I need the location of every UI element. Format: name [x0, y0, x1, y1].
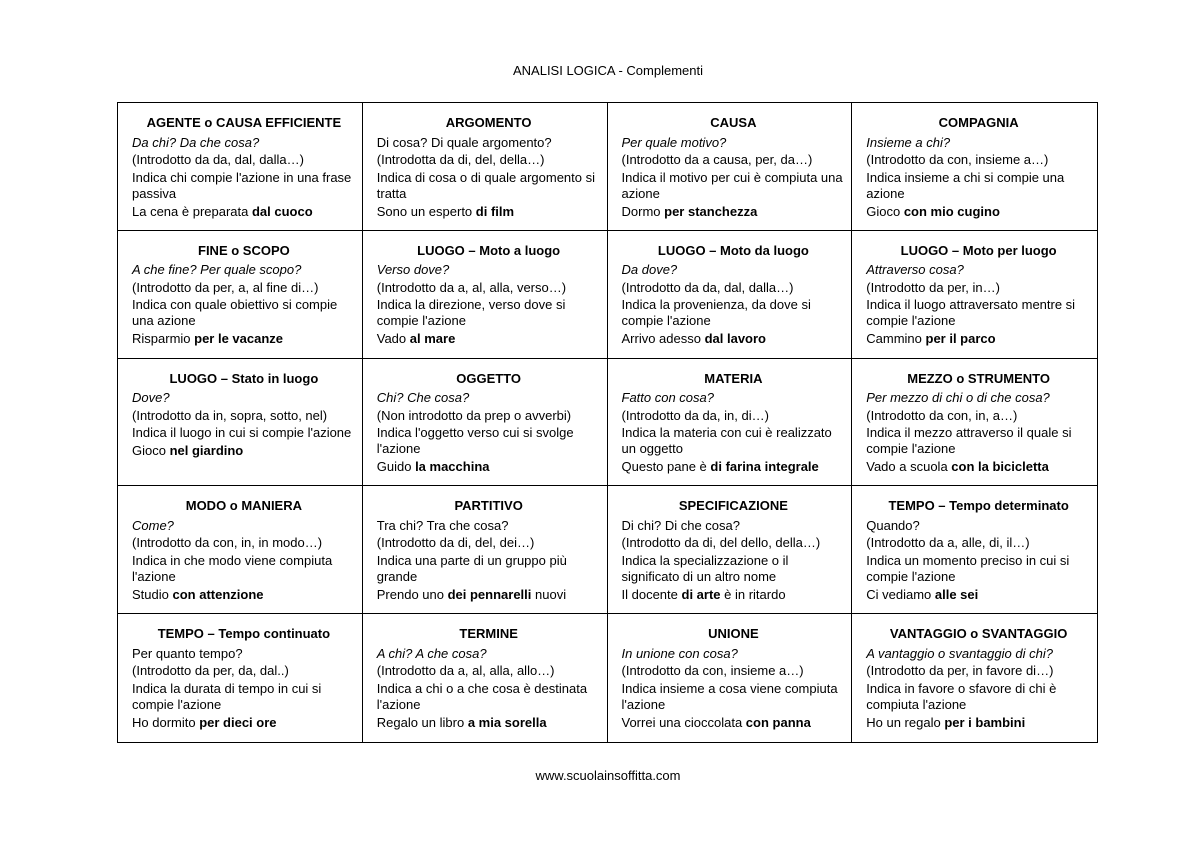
complement-example: [377, 586, 601, 604]
example-text: Prendo uno: [376, 586, 448, 602]
example-highlight: dal cuoco: [251, 203, 313, 219]
example-highlight: al mare: [409, 331, 456, 347]
complement-description: Indica la provenienza, da dove si compie l'azione: [621, 297, 811, 329]
example-text: Studio: [132, 586, 173, 602]
complement-description: Indica la durata di tempo in cui si compie l'azione: [132, 680, 322, 712]
complement-title: UNIONE: [708, 626, 759, 642]
complement-title: PARTITIVO: [454, 498, 523, 514]
complement-card: [608, 486, 853, 614]
complement-introduction: (Introdotto da a, al, alla, verso…): [376, 279, 567, 295]
complement-description: Indica il mezzo attraverso il quale si compie l'azione: [866, 425, 1072, 457]
complement-question: Attraverso cosa?: [866, 262, 964, 278]
complement-example: [866, 586, 1091, 604]
example-highlight: per i bambini: [944, 714, 1026, 730]
complement-example: [866, 714, 1091, 732]
complement-description: Indica il luogo in cui si compie l'azione: [132, 425, 352, 441]
example-highlight: con panna: [745, 714, 811, 730]
complement-title: LUOGO – Moto per luogo: [900, 242, 1057, 258]
complement-question: Da dove?: [621, 262, 678, 278]
example-highlight: con attenzione: [172, 586, 264, 602]
example-highlight: per le vacanze: [194, 331, 284, 347]
complement-example: [866, 203, 1091, 221]
complement-question: Fatto con cosa?: [621, 390, 714, 406]
complement-card: [852, 486, 1097, 614]
complement-question: Verso dove?: [376, 262, 450, 278]
document-title: ANALISI LOGICA - Complementi: [512, 63, 703, 78]
example-text-after: è in ritardo: [720, 586, 786, 602]
example-text: Ci vediamo: [866, 586, 935, 602]
complement-question: A vantaggio o svantaggio di chi?: [866, 645, 1053, 661]
complement-description: Indica con quale obiettivo si compie una azione: [132, 297, 338, 329]
complement-title: LUOGO – Moto da luogo: [657, 242, 809, 258]
example-text: Vorrei una cioccolata: [621, 714, 746, 730]
complement-introduction: (Introdotto da a, alle, di, il…): [866, 535, 1030, 551]
complement-card: [852, 614, 1097, 742]
example-text: Gioco: [132, 443, 170, 459]
website-footer: www.scuolainsoffitta.com: [535, 768, 681, 783]
complement-description: Indica la specializzazione o il significato di un altro nome: [621, 552, 789, 584]
complement-question: Per mezzo di chi o di che cosa?: [866, 390, 1050, 406]
complement-introduction: (Introdotto da da, dal, dalla…): [621, 279, 794, 295]
complement-card: [852, 359, 1097, 487]
complement-card: [363, 103, 608, 231]
example-highlight: per il parco: [925, 331, 996, 347]
complement-question: Di chi? Di che cosa?: [621, 517, 740, 533]
complement-example: [377, 458, 601, 476]
complement-introduction: (Introdotto da con, insieme a…): [621, 663, 804, 679]
complement-description: Indica l'oggetto verso cui si svolge l'azione: [376, 425, 574, 457]
complement-title: MEZZO o STRUMENTO: [907, 370, 1050, 386]
complement-question: Dove?: [132, 390, 170, 406]
complement-title: TERMINE: [459, 626, 518, 642]
complement-example: [622, 203, 846, 221]
example-highlight: con la bicicletta: [951, 459, 1049, 475]
complement-example: [132, 442, 356, 460]
complement-title: CAUSA: [710, 115, 757, 130]
complement-question: A che fine? Per quale scopo?: [132, 262, 302, 278]
complement-description: Indica di cosa o di quale argomento si tratta: [376, 169, 595, 201]
complement-example: [377, 330, 601, 348]
complement-example: [866, 458, 1091, 476]
complement-introduction: (Introdotto da per, da, dal..): [132, 663, 289, 679]
complement-question: Come?: [132, 517, 174, 533]
complement-card: [608, 614, 853, 742]
example-text: Dormo: [621, 203, 665, 219]
example-highlight: dal lavoro: [704, 331, 767, 347]
complement-question: Da chi? Da che cosa?: [132, 134, 260, 150]
example-highlight: a mia sorella: [467, 714, 547, 730]
complement-title: VANTAGGIO o SVANTAGGIO: [889, 626, 1068, 642]
complement-introduction: (Introdotto da a causa, per, da…): [621, 152, 813, 167]
complement-title: ARGOMENTO: [445, 115, 532, 130]
complement-card: [608, 359, 853, 487]
complement-question: Insieme a chi?: [866, 134, 951, 150]
complement-description: Indica il luogo attraversato mentre si compie l'azione: [866, 297, 1076, 329]
complement-introduction: (Introdotto da da, dal, dalla…): [132, 152, 304, 167]
complement-title: MATERIA: [704, 370, 763, 386]
complement-introduction: (Introdotto da in, sopra, sotto, nel): [132, 407, 328, 423]
complement-question: A chi? A che cosa?: [376, 645, 487, 661]
complement-description: Indica il motivo per cui è compiuta una azione: [621, 169, 843, 201]
complement-card: [118, 486, 363, 614]
complement-example: [866, 330, 1091, 348]
complement-example: [377, 714, 601, 732]
complement-title: AGENTE o CAUSA EFFICIENTE: [146, 115, 342, 130]
example-highlight: con mio cugino: [903, 203, 1000, 219]
complement-introduction: (Introdotto da con, in, in modo…): [132, 535, 323, 551]
complement-description: Indica una parte di un gruppo più grande: [376, 552, 567, 584]
complement-card: [118, 103, 363, 231]
complement-introduction: (Non introdotto da prep o avverbi): [376, 407, 572, 423]
example-text: Questo pane è: [621, 459, 711, 475]
example-text: Cammino: [866, 331, 926, 347]
complement-title: TEMPO – Tempo continuato: [157, 626, 331, 642]
example-highlight: per stanchezza: [664, 203, 758, 219]
complement-description: Indica a chi o a che cosa è destinata l'azione: [376, 680, 588, 712]
complement-example: [622, 586, 846, 604]
complement-title: LUOGO – Moto a luogo: [417, 242, 561, 258]
complement-description: Indica la materia con cui è realizzato un oggetto: [621, 425, 832, 457]
complement-introduction: (Introdotto da con, insieme a…): [866, 152, 1049, 167]
complement-description: Indica in che modo viene compiuta l'azione: [132, 552, 333, 584]
complement-title: FINE o SCOPO: [198, 242, 290, 258]
complement-introduction: (Introdotto da a, al, alla, allo…): [376, 663, 555, 679]
example-text: Vado: [376, 331, 410, 347]
example-highlight: nel giardino: [169, 443, 244, 459]
complement-card: [363, 486, 608, 614]
complement-example: [622, 330, 846, 348]
example-text: Gioco: [866, 203, 904, 219]
complement-question: Tra chi? Tra che cosa?: [376, 517, 509, 533]
complement-description: Indica insieme a chi si compie una azione: [866, 169, 1065, 201]
complement-title: MODO o MANIERA: [185, 498, 303, 514]
complement-description: Indica insieme a cosa viene compiuta l'azione: [621, 680, 838, 712]
complement-description: Indica la direzione, verso dove si compie l'azione: [376, 297, 566, 329]
complement-card: [118, 231, 363, 359]
complement-title: TEMPO – Tempo determinato: [888, 498, 1069, 514]
complement-description: Indica chi compie l'azione in una frase passiva: [132, 169, 352, 201]
example-text: Regalo un libro: [376, 714, 468, 730]
complement-question: Per quale motivo?: [621, 134, 727, 150]
example-text: Ho un regalo: [866, 714, 945, 730]
complement-introduction: (Introdotto da per, in…): [866, 279, 1000, 295]
complement-card: [363, 614, 608, 742]
complement-example: [377, 203, 601, 221]
complement-card: [852, 103, 1097, 231]
example-text: Guido: [376, 459, 416, 475]
example-highlight: alle sei: [934, 586, 979, 602]
complement-introduction: (Introdotto da per, a, al fine di…): [132, 279, 319, 295]
complement-introduction: (Introdotto da con, in, a…): [866, 407, 1018, 423]
complement-example: [622, 458, 846, 476]
example-highlight: di farina integrale: [710, 459, 819, 475]
complement-example: [132, 714, 356, 732]
complement-question: Quando?: [866, 517, 920, 533]
example-highlight: la macchina: [415, 459, 490, 475]
example-text: Ho dormito: [132, 714, 200, 730]
example-highlight: di film: [475, 203, 515, 219]
example-highlight: per dieci ore: [199, 714, 277, 730]
complement-title: OGGETTO: [456, 370, 521, 386]
complement-introduction: (Introdotta da di, del, della…): [376, 152, 545, 167]
example-text: Sono un esperto: [376, 203, 476, 219]
example-text: La cena è preparata: [132, 203, 252, 219]
complement-card: [363, 359, 608, 487]
complement-description: Indica in favore o sfavore di chi è compiuta l'azione: [866, 680, 1057, 712]
complement-example: [132, 586, 356, 604]
complement-card: [118, 614, 363, 742]
complement-introduction: (Introdotto da di, del, dei…): [376, 535, 535, 551]
example-text: Il docente: [621, 586, 682, 602]
complement-question: In unione con cosa?: [621, 645, 738, 661]
complement-title: SPECIFICAZIONE: [678, 498, 788, 514]
complement-question: Di cosa? Di quale argomento?: [376, 134, 552, 150]
complements-table: [117, 102, 1098, 743]
complement-description: Indica un momento preciso in cui si compie l'azione: [866, 552, 1070, 584]
complement-card: [363, 231, 608, 359]
complement-card: [608, 231, 853, 359]
example-text-after: nuovi: [531, 586, 567, 602]
complement-card: [852, 231, 1097, 359]
complement-introduction: (Introdotto da da, in, di…): [621, 407, 769, 423]
complement-title: LUOGO – Stato in luogo: [169, 370, 319, 386]
complement-question: Chi? Che cosa?: [376, 390, 470, 406]
example-text: Arrivo adesso: [621, 331, 705, 347]
example-text: Risparmio: [132, 331, 195, 347]
complement-question: Per quanto tempo?: [132, 645, 243, 661]
complement-example: [622, 714, 846, 732]
complement-title: COMPAGNIA: [938, 115, 1019, 130]
example-highlight: di arte: [681, 586, 721, 602]
complement-example: [132, 330, 356, 348]
complement-introduction: (Introdotto da per, in favore di…): [866, 663, 1054, 679]
complement-introduction: (Introdotto da di, del dello, della…): [621, 535, 821, 551]
complement-card: [608, 103, 853, 231]
complement-card: [118, 359, 363, 487]
example-text: Vado a scuola: [866, 459, 952, 475]
complement-example: [132, 203, 356, 221]
example-highlight: dei pennarelli: [447, 586, 532, 602]
